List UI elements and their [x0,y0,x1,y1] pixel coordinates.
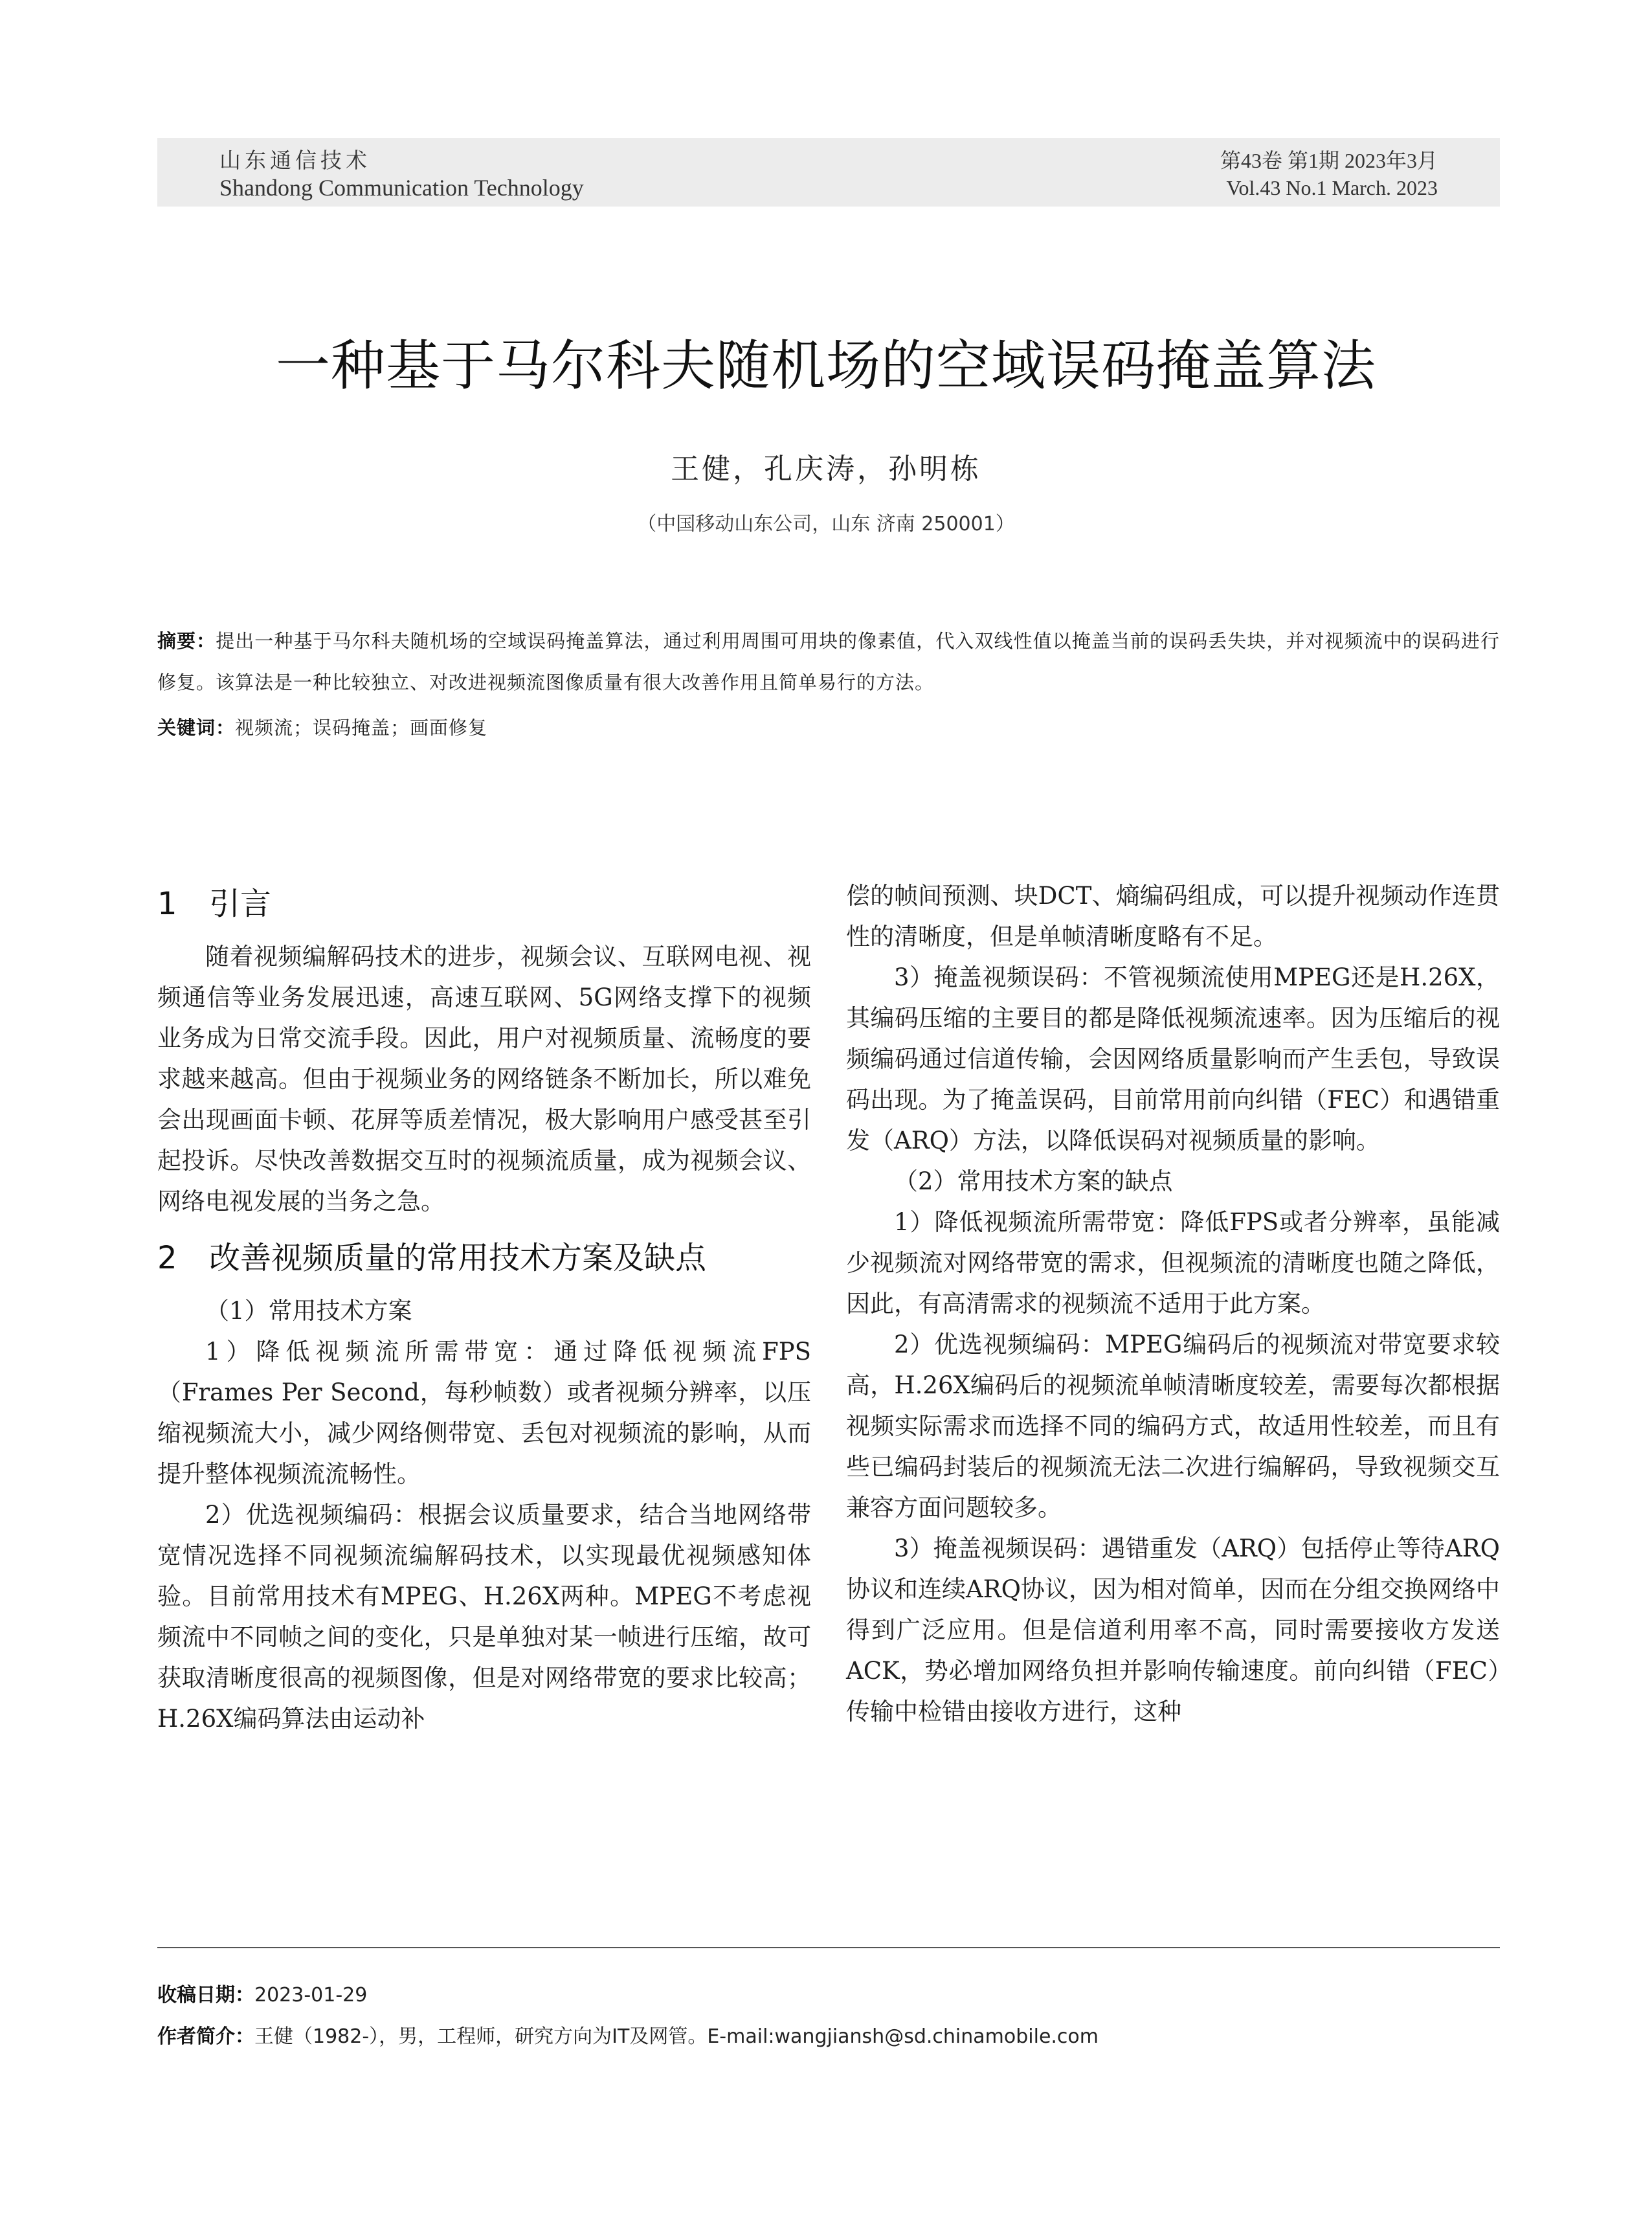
subsection-heading: （1）常用技术方案 [205,1297,412,1325]
footnote-divider [157,1947,1500,1948]
keywords-label: 关键词： [157,717,236,739]
author-bio-label: 作者简介： [157,2025,254,2048]
body-column-right [846,875,1500,1732]
keywords-text: 视频流；误码掩盖；画面修复 [235,717,488,739]
paragraph: 1）降低视频流所需带宽：通过降低视频流FPS（Frames Per Second，每秒帧数）或者视频分辨率，以压缩视频流大小，减少网络侧带宽、丢包对视频流的影响，从而提升整体视频流流畅性。 [157,1338,811,1488]
section-heading-1 [157,875,811,932]
paragraph: 3）掩盖视频误码：遇错重发（ARQ）包括停止等待ARQ协议和连续ARQ协议，因为相对简单，因而在分组交换网络中得到广泛应用。但是信道利用率不高，同时需要接收方发送ACK，势必增加网络负担并影响传输速度。前向纠错（FEC）传输中检错由接收方进行，这种 [846,1535,1500,1726]
journal-name-cn: 山东通信技术 [219,148,371,173]
issue-info-cn: 第43卷 第1期 2023年3月 [1220,149,1438,172]
section-title: 引言 [209,886,272,922]
author-list: 王健，孔庆涛，孙明栋 [671,453,981,486]
author-affiliation: （中国移动山东公司，山东 济南 250001） [637,513,1015,535]
received-date [157,1975,1500,2016]
paragraph: 1）降低视频流所需带宽：降低FPS或者分辨率，虽能减少视频流对网络带宽的需求，但视频流的清晰度也随之降低，因此，有高清需求的视频流不适用于此方案。 [846,1208,1500,1318]
body-column-left [157,875,811,1739]
issue-info-block [1220,147,1438,201]
footnote-block [157,1975,1500,2058]
author-bio [157,2016,1500,2058]
paragraph: 2）优选视频编码：根据会议质量要求，结合当地网络带宽情况选择不同视频流编解码技术，以实现最优视频感知体验。目前常用技术有MPEG、H.26X两种。MPEG不考虑视频流中不同帧之间的变化，只是单独对某一帧进行压缩，故可获取清晰度很高的视频图像，但是对网络带宽的要求比较高；H.26X编码算法由运动补 [157,1501,811,1733]
section-heading-2 [157,1230,811,1287]
paragraph: 3）掩盖视频误码：不管视频流使用MPEG还是H.26X，其编码压缩的主要目的都是降低视频流速率。因为压缩后的视频编码通过信道传输，会因网络质量影响而产生丢包，导致误码出现。为了掩盖误码，目前常用前向纠错（FEC）和遇错重发（ARQ）方法，以降低误码对视频质量的影响。 [846,963,1500,1154]
paragraph: 随着视频编解码技术的进步，视频会议、互联网电视、视频通信等业务发展迅速，高速互联网、5G网络支撑下的视频业务成为日常交流手段。因此，用户对视频质量、流畅度的要求越来越高。但由于视频业务的网络链条不断加长，所以难免会出现画面卡顿、花屏等质差情况，极大影响用户感受甚至引起投诉。尽快改善数据交互时的视频流质量，成为视频会议、网络电视发展的当务之急。 [157,943,811,1215]
keywords [157,707,1500,748]
received-date-label: 收稿日期： [157,1984,254,2007]
journal-name-block [219,147,584,201]
received-date-value: 2023-01-29 [254,1984,368,2007]
subsection-heading: （2）常用技术方案的缺点 [894,1167,1173,1195]
paragraph: 偿的帧间预测、块DCT、熵编码组成，可以提升视频动作连贯性的清晰度，但是单帧清晰度略有不足。 [846,882,1500,950]
section-number: 2 [157,1240,177,1276]
paper-title: 一种基于马尔科夫随机场的空域误码掩盖算法 [275,334,1376,398]
abstract [157,620,1500,703]
author-bio-value: 王健（1982-），男，工程师，研究方向为IT及网管。E-mail:wangjiansh@sd.chinamobile.com [254,2025,1099,2048]
journal-name-en: Shandong Communication Technology [219,175,584,201]
paragraph: 2）优选视频编码：MPEG编码后的视频流对带宽要求较高，H.26X编码后的视频流单帧清晰度较差，需要每次都根据视频实际需求而选择不同的编码方式，故适用性较差，而且有些已编码封装后的视频流无法二次进行编解码，导致视频交互兼容方面问题较多。 [846,1331,1500,1522]
issue-info-en: Vol.43 No.1 March. 2023 [1226,176,1438,199]
section-number: 1 [157,886,177,922]
section-title: 改善视频质量的常用技术方案及缺点 [209,1240,707,1276]
journal-header-band [157,138,1500,207]
abstract-label: 摘要： [157,630,216,652]
abstract-text: 提出一种基于马尔科夫随机场的空域误码掩盖算法，通过利用周围可用块的像素值，代入双线性值以掩盖当前的误码丢失块，并对视频流中的误码进行修复。该算法是一种比较独立、对改进视频流图像质量有很大改善作用且简单易行的方法。 [157,630,1500,693]
